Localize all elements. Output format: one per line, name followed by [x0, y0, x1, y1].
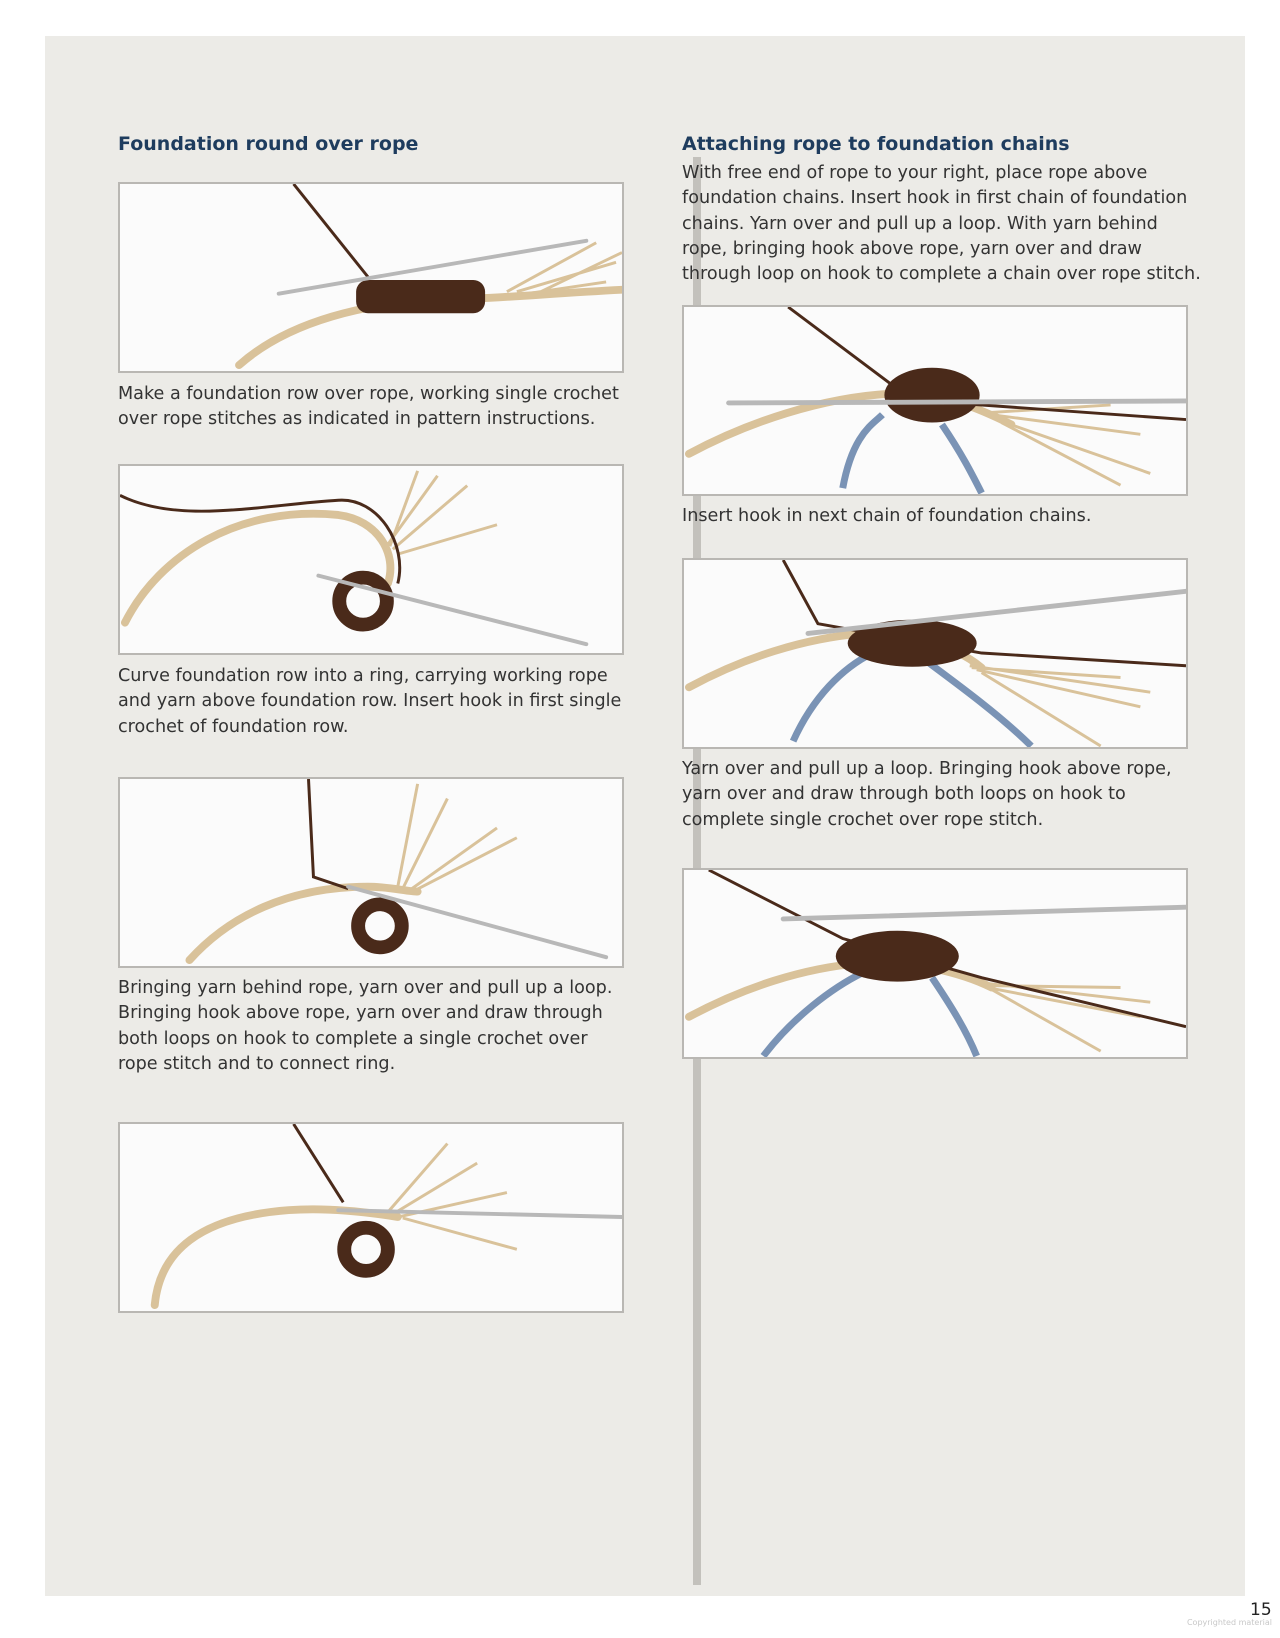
- step-photo-ring: [118, 464, 624, 655]
- left-section-heading: Foundation round over rope: [118, 133, 419, 155]
- step-caption: Bringing yarn behind rope, yarn over and pull up a loop. Bringing hook above rope, yarn over and draw through both loops on hook to complete a single crochet over rope stitch and to connect ring.: [118, 978, 613, 1074]
- step-photo-pull-up-loop: [682, 558, 1188, 749]
- step-photo-connect-ring: [118, 777, 624, 968]
- intro-paragraph: With free end of rope to your right, place rope above foundation chains. Insert hook in first chain of foundation chains. Yarn over and pull up a loop. With yarn behind rope, bringing hook above rope, yarn over and draw through loop on hook to complete a chain over rope stitch.: [682, 163, 1201, 285]
- step-photo-foundation-row: [118, 182, 624, 373]
- right-section-heading: Attaching rope to foundation chains: [682, 133, 1070, 155]
- step-photo-insert-hook: [682, 305, 1188, 496]
- step-photo-complete-stitch: [682, 868, 1188, 1059]
- step-caption: Insert hook in next chain of foundation chains.: [682, 506, 1092, 526]
- step-caption: Curve foundation row into a ring, carrying working rope and yarn above foundation row. Insert hook in first single crochet of foundation row.: [118, 666, 622, 737]
- copyright-note: Copyrighted material: [1186, 1618, 1272, 1627]
- step-photo-hook-in-ring: [118, 1122, 624, 1313]
- page-number: 15: [1250, 1600, 1272, 1620]
- step-caption: Make a foundation row over rope, working single crochet over rope stitches as indicated in pattern instructions.: [118, 384, 619, 430]
- step-caption: Yarn over and pull up a loop. Bringing hook above rope, yarn over and draw through both loops on hook to complete single crochet over rope stitch.: [682, 759, 1172, 830]
